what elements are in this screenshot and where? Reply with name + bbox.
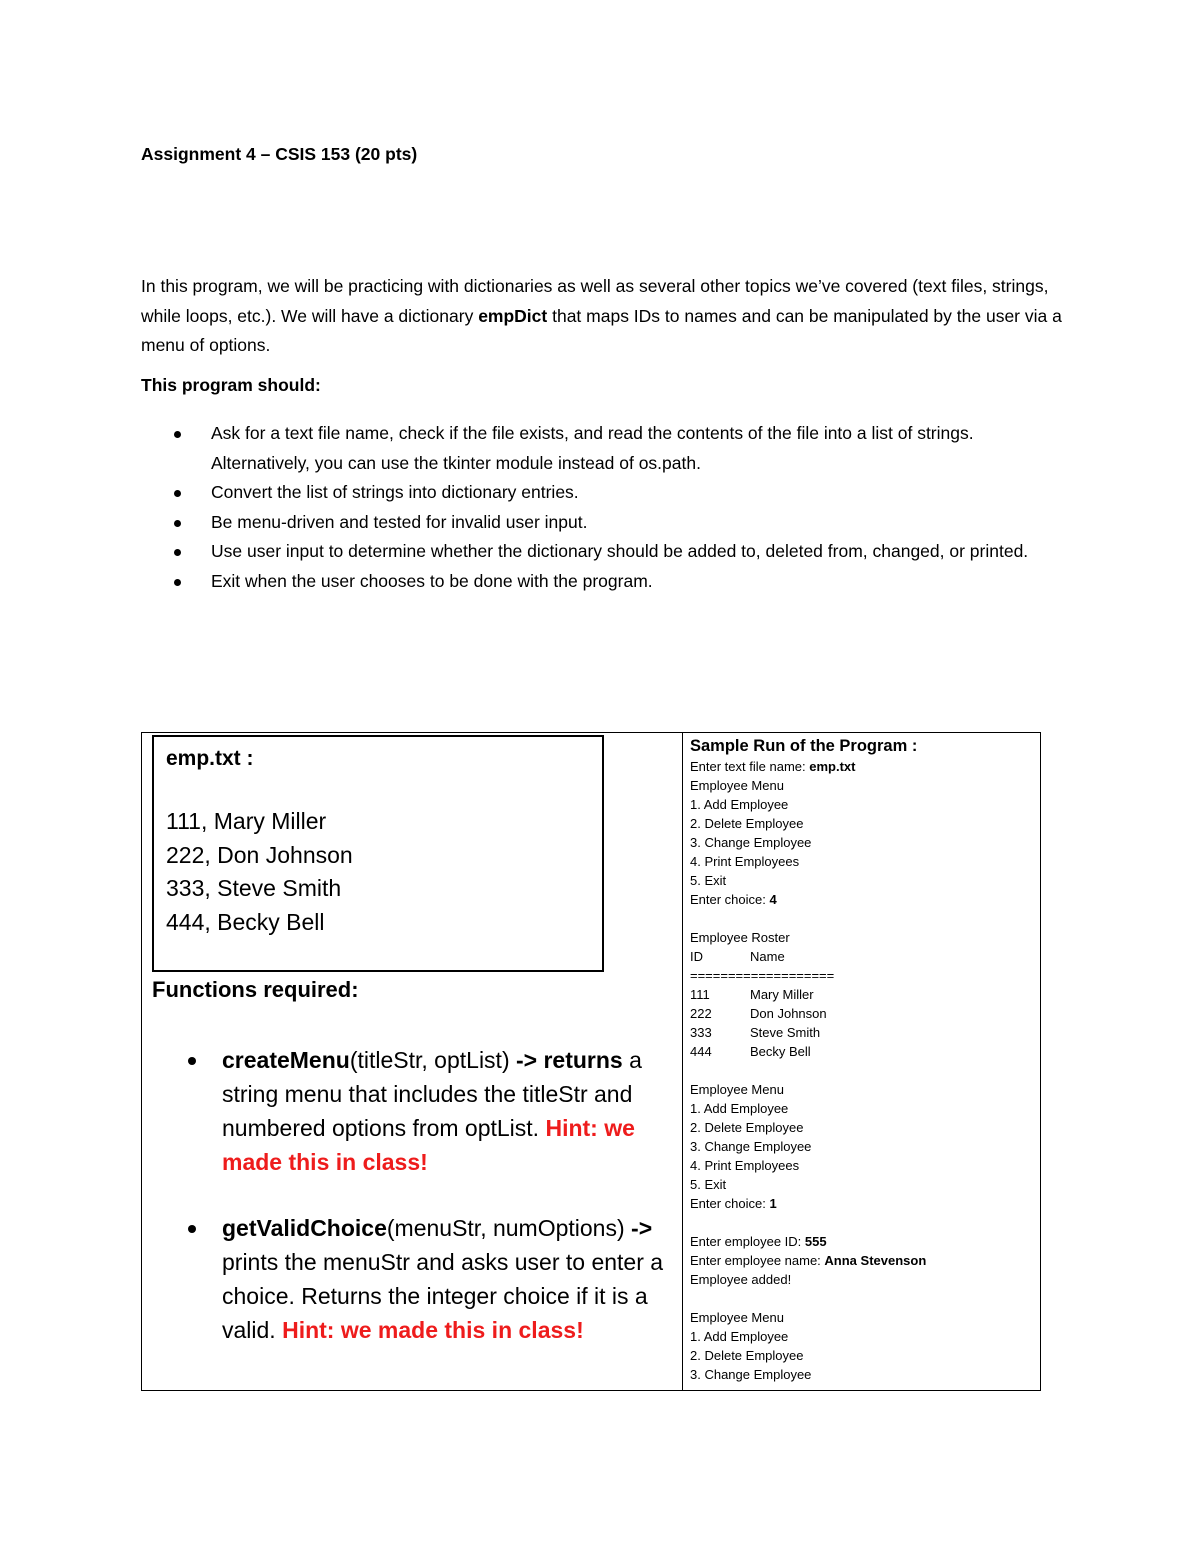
requirement-item: Exit when the user chooses to be done with the program. [141, 567, 1071, 597]
sample-run-text: 2. Delete Employee [690, 816, 804, 831]
emp-file-line: 111, Mary Miller [166, 808, 327, 834]
requirements-list [141, 419, 1071, 596]
roster-name: Don Johnson [750, 1006, 827, 1021]
sample-run-text: =================== [690, 968, 835, 983]
sample-run-line [690, 1099, 1035, 1118]
sample-run-text: Employee Roster [690, 930, 790, 945]
sample-run-text: Enter text file name: [690, 759, 810, 774]
sample-run-heading: Sample Run of the Program : [690, 737, 918, 755]
sample-run-line [690, 814, 1035, 833]
bullet-icon [174, 490, 181, 497]
emp-file-line: 444, Becky Bell [166, 908, 325, 935]
sample-run-text: 1. Add Employee [690, 1101, 789, 1116]
roster-name: Mary Miller [750, 987, 814, 1002]
roster-name: Name [750, 949, 785, 964]
emp-file-heading: emp.txt : [166, 747, 254, 770]
sample-run-line [690, 1270, 1035, 1289]
hint-text: Hint: we made this in class! [282, 1317, 584, 1343]
sample-run-line [690, 1232, 1035, 1251]
sample-run-text: 1. Add Employee [690, 1329, 789, 1344]
sample-run-line [690, 1251, 1035, 1270]
function-name: createMenu [222, 1047, 350, 1073]
sample-run-text: 1. Add Employee [690, 797, 789, 812]
bullet-icon [188, 1225, 196, 1233]
roster-id: 111 [690, 987, 710, 1002]
sample-run-line [690, 871, 1035, 890]
function-name: getValidChoice [222, 1215, 387, 1241]
sample-run-text: Employee added! [690, 1272, 792, 1287]
sample-run-text: 3. Change Employee [690, 835, 812, 850]
sample-run-line [690, 1023, 1035, 1042]
sample-run-line [690, 776, 1035, 795]
sample-run-line [690, 1118, 1035, 1137]
sample-run-text: Enter employee ID: [690, 1234, 805, 1249]
user-input-text: emp.txt [809, 759, 856, 774]
roster-id: 333 [690, 1025, 712, 1040]
sample-run-line [690, 833, 1035, 852]
details-table [141, 732, 1041, 1391]
roster-id: ID [690, 949, 703, 964]
column-divider [682, 733, 683, 1390]
bullet-icon [174, 431, 181, 438]
sample-run-text: 5. Exit [690, 1177, 727, 1192]
sample-run-line [690, 1346, 1035, 1365]
emp-file-line: 333, Steve Smith [166, 875, 342, 901]
user-input-text: 555 [804, 1234, 827, 1249]
sample-run-line [690, 1004, 1035, 1023]
sample-run-line [690, 985, 1035, 1004]
sample-run-line [690, 1137, 1035, 1156]
functions-list [152, 1043, 672, 1379]
sample-run-line [690, 947, 1035, 966]
sample-run-line [690, 1042, 1035, 1061]
sample-run-text: 3. Change Employee [690, 1139, 812, 1154]
sample-run-line [690, 1308, 1035, 1327]
sample-run-line [690, 795, 1035, 814]
dict-name: empDict [478, 305, 548, 326]
roster-id: 444 [690, 1044, 712, 1059]
sample-run-line [690, 1061, 1035, 1080]
requirement-item: Ask for a text file name, check if the file exists, and read the contents of the file into a list of strings. Alternatively, you can use the tkinter module instead of os.path. [141, 419, 1071, 478]
sample-run-line [690, 1327, 1035, 1346]
requirement-item: Use user input to determine whether the dictionary should be added to, deleted from, changed, or printed. [141, 537, 1071, 567]
function-item: createMenu(titleStr, optList) -> returns a string menu that includes the titleStr and numbered options from optList. Hint: we made this in class! [152, 1043, 672, 1179]
user-input-text: 1 [769, 1196, 777, 1211]
requirement-item: Be menu-driven and tested for invalid user input. [141, 508, 1071, 538]
sample-run-line [690, 1289, 1035, 1308]
roster-name: Steve Smith [750, 1025, 821, 1040]
sample-run-text: Enter choice: [690, 892, 770, 907]
sample-run-text: Enter employee name: [690, 1253, 825, 1268]
requirements-heading: This program should: [141, 375, 321, 395]
sample-run-line [690, 1194, 1035, 1213]
functions-heading: Functions required: [152, 977, 359, 1002]
emp-file-line: 222, Don Johnson [166, 841, 353, 868]
sample-run-text: Employee Menu [690, 1310, 784, 1325]
requirement-item: Convert the list of strings into dictionary entries. [141, 478, 1071, 508]
sample-run-text: Employee Menu [690, 778, 784, 793]
assignment-title: Assignment 4 – CSIS 153 (20 pts) [141, 144, 418, 164]
sample-run-line [690, 1156, 1035, 1175]
sample-run-lines [690, 757, 1035, 1384]
sample-run-line [690, 757, 1035, 776]
sample-run-text: Employee Menu [690, 1082, 784, 1097]
sample-run-text: 2. Delete Employee [690, 1348, 804, 1363]
user-input-text: 4 [769, 892, 777, 907]
sample-run-line [690, 852, 1035, 871]
emp-file-box [152, 735, 604, 972]
user-input-text: Anna Stevenson [824, 1253, 927, 1268]
sample-run-line [690, 909, 1035, 928]
sample-run-text: 2. Delete Employee [690, 1120, 804, 1135]
sample-run-text: 4. Print Employees [690, 1158, 800, 1173]
sample-run-line [690, 1365, 1035, 1384]
sample-run [690, 733, 1035, 1388]
bullet-icon [188, 1057, 196, 1065]
bullet-icon [174, 520, 181, 527]
sample-run-line [690, 1213, 1035, 1232]
sample-run-text: Enter choice: [690, 1196, 770, 1211]
sample-run-line [690, 1175, 1035, 1194]
bullet-icon [174, 549, 181, 556]
function-item: getValidChoice(menuStr, numOptions) -> prints the menuStr and asks user to enter a choice. Returns the integer choice if it is a valid. Hint: we made this in class! [152, 1211, 672, 1347]
intro-text-1: In this program, we will be practicing with dictionaries as well as several other topics we’ve covered (text files, strings, while loops, etc.). We will have a dictionary [141, 276, 1049, 326]
sample-run-line [690, 928, 1035, 947]
hint-text: Hint: we made this in class! [222, 1115, 635, 1175]
sample-run-text: 4. Print Employees [690, 854, 800, 869]
sample-run-text: 5. Exit [690, 873, 727, 888]
sample-run-text: 3. Change Employee [690, 1367, 812, 1382]
sample-run-line [690, 1080, 1035, 1099]
sample-run-line [690, 966, 1035, 985]
intro-paragraph [141, 272, 1071, 361]
sample-run-line [690, 890, 1035, 909]
roster-id: 222 [690, 1006, 712, 1021]
bullet-icon [174, 579, 181, 586]
roster-name: Becky Bell [750, 1044, 811, 1059]
intro-text-2: that maps IDs to names and can be manipulated by the user via a menu of options. [141, 305, 1062, 355]
